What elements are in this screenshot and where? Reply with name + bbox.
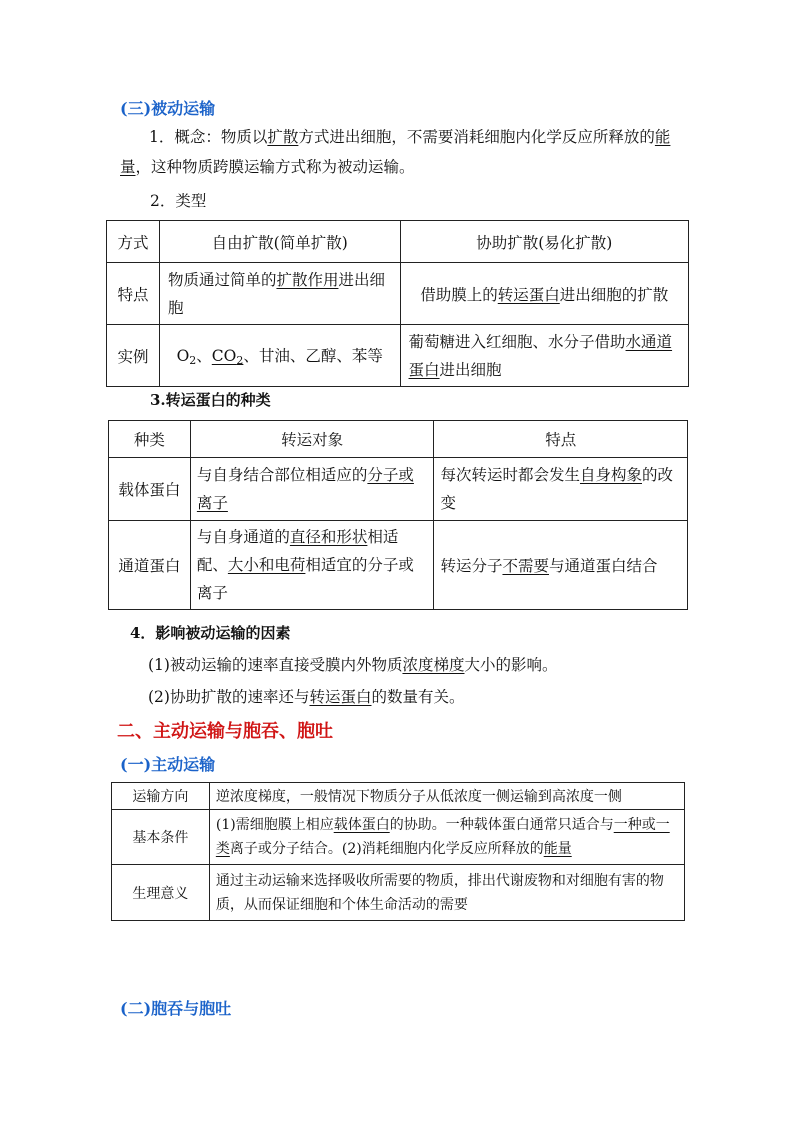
carrier-protein-label: 载体蛋白 [109,458,191,521]
concept-paragraph [120,122,690,182]
meaning-value: 通过主动运输来选择吸收所需要的物质，排出代谢废物和对细胞有害的物质，从而保证细胞和个体生命活动的需要 [209,865,684,921]
direction-label: 运输方向 [112,783,210,810]
factors-heading: 4．影响被动运输的因素 [130,624,291,642]
active-transport-table [111,782,685,921]
channel-protein-feature: 转运分子不需要与通道蛋白结合 [434,521,688,610]
section-title-active-transport: (一)主动运输 [120,755,216,774]
table-row [107,325,689,387]
table-row [112,783,685,810]
table-header-method: 方式 [107,221,160,263]
concept-text-prefix: 1．概念：物质以 [149,128,268,146]
types-heading: 2．类型 [150,192,207,210]
table-row [107,263,689,325]
diffusion-types-table [106,220,689,387]
transporter-types-heading: 3.转运蛋白的种类 [150,391,271,409]
concept-underline-energy: 能量 [120,128,671,176]
table-row [109,458,688,521]
carrier-protein-feature: 每次转运时都会发生自身构象的改变 [434,458,688,521]
factor-item-1: (1)被动运输的速率直接受膜内外物质浓度梯度大小的影响。 [148,656,558,674]
facilitated-diffusion-feature: 借助膜上的转运蛋白进出细胞的扩散 [400,263,688,325]
table-header-facilitated-diffusion: 协助扩散(易化扩散) [400,221,688,263]
facilitated-diffusion-example: 葡萄糖进入红细胞、水分子借助水通道蛋白进出细胞 [400,325,688,387]
transporter-types-table [108,420,688,610]
table-row [107,221,689,263]
meaning-label: 生理意义 [112,865,210,921]
concept-underline-diffusion: 扩散 [267,128,299,146]
concept-text-mid: 方式进出细胞，不需要消耗细胞内化学反应所释放的 [298,128,655,146]
carrier-protein-object: 与自身结合部位相适应的分子或离子 [190,458,434,521]
condition-label: 基本条件 [112,810,210,865]
channel-protein-label: 通道蛋白 [109,521,191,610]
table-label-feature: 特点 [107,263,160,325]
table-label-example: 实例 [107,325,160,387]
section-title-passive-transport: (三)被动运输 [120,99,216,118]
table-header-object: 转运对象 [190,421,434,458]
table-row [109,421,688,458]
section-title-active-transport-endocytosis: 二、主动运输与胞吞、胞吐 [117,721,333,742]
table-row [109,521,688,610]
free-diffusion-feature: 物质通过简单的扩散作用进出细胞 [159,263,400,325]
table-row [112,865,685,921]
table-header-free-diffusion: 自由扩散(简单扩散) [159,221,400,263]
direction-value: 逆浓度梯度，一般情况下物质分子从低浓度一侧运输到高浓度一侧 [209,783,684,810]
channel-protein-object: 与自身通道的直径和形状相适配、大小和电荷相适宜的分子或离子 [190,521,434,610]
free-diffusion-example: $O_2$、$CO_2$、甘油、乙醇、苯等 [159,325,400,387]
table-header-feature: 特点 [434,421,688,458]
table-row [112,810,685,865]
concept-text-suffix: ，这种物质跨膜运输方式称为被动运输。 [135,158,415,176]
table-header-kind: 种类 [109,421,191,458]
section-title-endocytosis-exocytosis: (二)胞吞与胞吐 [120,999,232,1018]
factor-item-2: (2)协助扩散的速率还与转运蛋白的数量有关。 [148,688,465,706]
condition-value: (1)需细胞膜上相应载体蛋白的协助。一种载体蛋白通常只适合与一种或一类离子或分子结合。(2)消耗细胞内化学反应所释放的能量 [209,810,684,865]
